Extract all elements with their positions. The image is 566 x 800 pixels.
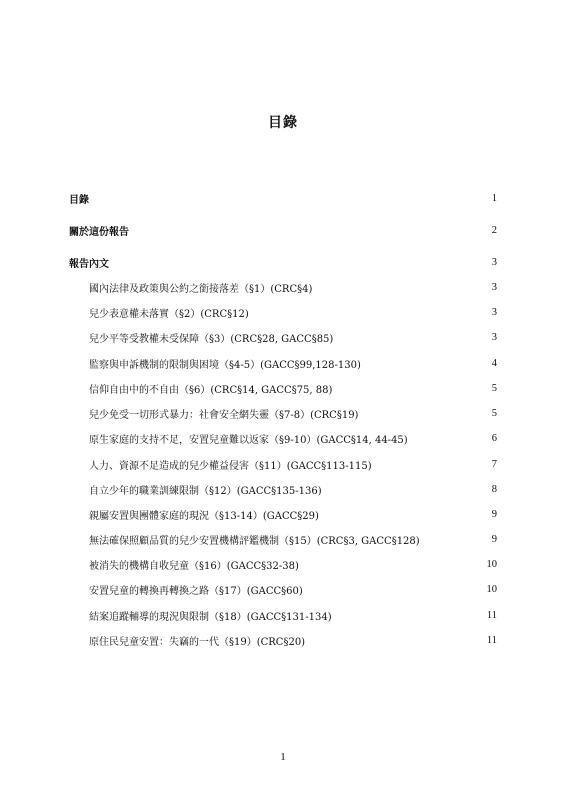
toc-entry-page: 5: [491, 382, 497, 394]
toc-entry[interactable]: [89, 380, 497, 396]
toc-entry-page: 9: [491, 508, 497, 520]
toc-entry-page: 4: [491, 357, 497, 369]
toc-entry[interactable]: [69, 254, 497, 270]
toc-entry-label: 關於這份報告: [69, 226, 129, 238]
toc-entry-label: 國內法律及政策與公約之銜接落差（§1）(CRC§4): [89, 283, 313, 295]
toc-entry-page: 9: [491, 533, 497, 545]
toc-entry[interactable]: [89, 304, 497, 320]
toc-entry-label: 無法確保照顧品質的兒少安置機構評鑑機制（§15）(CRC§3, GACC§128): [89, 535, 420, 547]
toc-entry[interactable]: [89, 607, 497, 623]
page-title: 目錄: [268, 115, 298, 131]
toc-entry-page: 3: [491, 281, 497, 293]
toc-entry[interactable]: [89, 430, 497, 446]
toc-entry-label: 自立少年的職業訓練限制（§12）(GACC§135-136): [89, 485, 322, 497]
toc-entry[interactable]: [69, 190, 497, 206]
toc-entry-label: 兒少免受一切形式暴力：社會安全網失靈（§7-8）(CRC§19): [89, 409, 359, 421]
toc-entry-label: 監察與申訴機制的限制與困境（§4-5）(GACC§99,128-130): [89, 359, 361, 371]
toc-entry[interactable]: [89, 481, 497, 497]
toc-entry-label: 原住民兒童安置：失竊的一代（§19）(CRC§20): [89, 636, 306, 648]
toc-entry[interactable]: [89, 456, 497, 472]
toc-entry[interactable]: [89, 355, 497, 371]
toc-entry-label: 親屬安置與團體家庭的現況（§13-14）(GACC§29): [89, 510, 319, 522]
toc-entry-label: 人力、資源不足造成的兒少權益侵害（§11）(GACC§113-115): [89, 460, 372, 472]
toc-entry-label: 安置兒童的轉換再轉換之路（§17）(GACC§60): [89, 585, 303, 597]
toc-entry[interactable]: [89, 279, 497, 295]
toc-entry-label: 兒少表意權未落實（§2）(CRC§12): [89, 308, 249, 320]
toc-entry-page: 10: [486, 558, 497, 570]
toc-entry[interactable]: [89, 581, 497, 597]
toc-entry-label: 結案追蹤輔導的現況與限制（§18）(GACC§131-134): [89, 611, 332, 623]
toc-entry-page: 3: [491, 331, 497, 343]
toc-entry-label: 信仰自由中的不自由（§6）(CRC§14, GACC§75, 88): [89, 384, 333, 396]
toc-entry[interactable]: [89, 405, 497, 421]
toc-entry[interactable]: [89, 506, 497, 522]
toc-entry-page: 3: [491, 256, 497, 268]
toc-entry-page: 2: [491, 224, 497, 236]
toc-entry-label: 兒少平等受教權未受保障（§3）(CRC§28, GACC§85): [89, 333, 334, 345]
toc-entry-page: 7: [491, 458, 497, 470]
toc-entry-page: 6: [491, 432, 497, 444]
page-number: 1: [280, 751, 286, 763]
toc-entry-page: 3: [491, 306, 497, 318]
toc-entry-label: 被消失的機構自收兒童（§16）(GACC§32-38): [89, 560, 299, 572]
toc-entry-label: 目錄: [69, 194, 89, 206]
toc-entry-page: 10: [486, 583, 497, 595]
toc-entry[interactable]: [69, 222, 497, 238]
toc-entry-page: 11: [486, 609, 497, 621]
toc-entry-page: 5: [491, 407, 497, 419]
toc-entry[interactable]: [89, 632, 497, 648]
toc-entry-page: 8: [491, 483, 497, 495]
toc-entry-label: 原生家庭的支持不足，安置兒童難以返家（§9-10）(GACC§14, 44-45): [89, 434, 408, 446]
toc-entry-label: 報告內文: [69, 258, 109, 270]
toc-entry-page: 1: [491, 192, 497, 204]
toc-entry[interactable]: [89, 329, 497, 345]
toc-entry[interactable]: [89, 556, 497, 572]
toc-entry[interactable]: [89, 531, 497, 547]
toc-entry-page: 11: [486, 634, 497, 646]
